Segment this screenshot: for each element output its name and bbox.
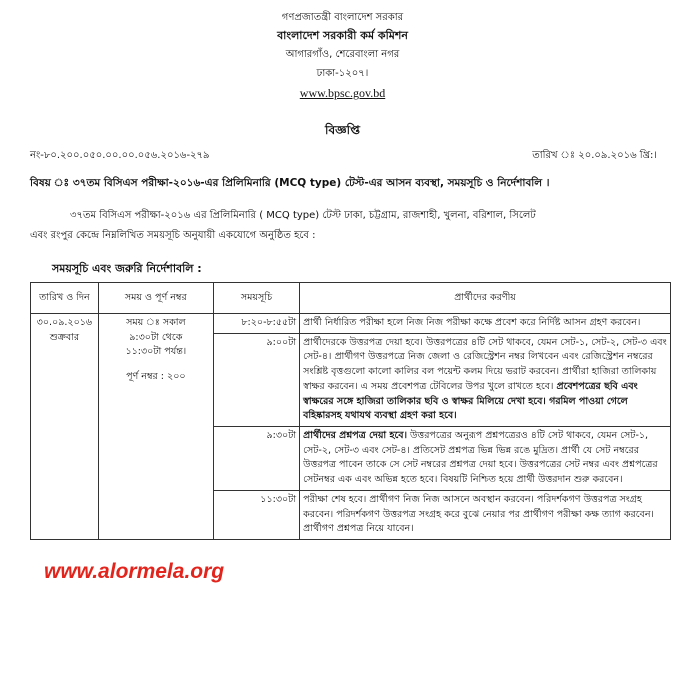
schedule-table <box>30 282 671 540</box>
duty-text: পরীক্ষা শেষ হবে। প্রার্থীগণ নিজ নিজ আসনে অবস্থান করবেন। পরিদর্শকগণ উত্তরপত্র সংগ্রহ করবেন। পরিদর্শকগণ উত্তরপত্র সংগ্রহ করে বুঝে নেয়ার পর প্রার্থীগণ পরীক্ষা কক্ষ ত্যাগ করবেন। প্রার্থীগণ প্রশ্নপত্র নিয়ে যাবেন। <box>303 493 654 535</box>
schedule-time: ৯:৩০টা <box>213 427 299 491</box>
address-line-2: ঢাকা-১২০৭। <box>316 68 369 79</box>
duty-text: উত্তরপত্রের অনুরূপ প্রশ্নপত্রেরও ৪টি সেট থাকবে, যেমন সেট-১, সেট-২, সেট-৩ এবং সেট-৪। প্রতিসেট প্রশ্নপত্র ভিন্ন ভিন্ন রঙে মুদ্রিত। প্রার্থী যে সেট নম্বরের উত্তরপত্র পাবেন তাকে সে সেট নম্বরের প্রশ্নপত্র দেয়া হবে। উত্তরপত্রের সেট নম্বর এবং প্রশ্নপত্রের সেটনম্বর এক এবং অভিন্ন হতে হবে। বিষয়টি নিশ্চিত হয়ে প্রার্থী উত্তরদান শুরু করবেন। <box>303 430 658 486</box>
schedule-time: ৮:২০-৮:৫৫টা <box>213 314 299 334</box>
address-line-1: আগারগাঁও, শেরেবাংলা নগর <box>285 49 400 60</box>
header-duties: প্রার্থীদের করণীয় <box>300 283 671 314</box>
candidate-duty <box>300 314 671 334</box>
schedule-time: ১১:৩০টা <box>213 490 299 539</box>
government-name: গণপ্রজাতন্ত্রী বাংলাদেশ সরকার <box>281 12 404 23</box>
intro-line-1: ৩৭তম বিসিএস পরীক্ষা-২০১৬ এর প্রিলিমিনারি ( MCQ type) টেস্ট ঢাকা, চট্টগ্রাম, রাজশাহী, খুলনা, বরিশাল, সিলেট <box>70 210 536 221</box>
header-schedule: সময়সূচি <box>213 283 299 314</box>
website-link[interactable]: www.bpsc.gov.bd <box>299 86 386 100</box>
duty-text: প্রার্থীদেরকে উত্তরপত্র দেয়া হবে। উত্তরপত্রের ৪টি সেট থাকবে, যেমন সেট-১, সেট-২, সেট-৩ এবং সেট-৪। প্রার্থীগণ উত্তরপত্রে নিজ জেলা ও রেজিস্ট্রেশন নম্বর লিখবেন এবং রেজিস্ট্রেশন নম্বরের সংশ্লিষ্ট বৃত্তগুলো কালো কালির বল পয়েন্ট কলম দিয়ে ভরাট করবেন। প্রার্থীরা হাজিরা তালিকায় স্বাক্ষর করবেন। এ সময় প্রবেশপত্র টেবিলের উপর খুলে রাখতে হবে। <box>303 336 667 392</box>
duty-text: প্রার্থী নির্ধারিত পরীক্ষা হলে নিজ নিজ পরীক্ষা কক্ষে প্রবেশ করে নির্দিষ্ট আসন গ্রহণ করবেন। <box>303 317 641 328</box>
exam-date: ৩০.০৯.২০১৬ <box>36 317 93 328</box>
exam-time-line-1: সময় ঃ সকাল <box>126 317 186 328</box>
notice-title: বিজ্ঞপ্তি <box>325 123 360 137</box>
section-title: সময়সূচি এবং জরুরি নির্দেশাবলি : <box>52 262 202 275</box>
subject-line: বিষয় ঃ ৩৭তম বিসিএস পরীক্ষা-২০১৬-এর প্রিলিমিনারি (MCQ type) টেস্ট-এর আসন ব্যবস্থা, সময়সূচি ও নির্দেশাবলি । <box>30 177 550 189</box>
full-marks: পূর্ণ নম্বর : ২০০ <box>126 371 186 383</box>
header-date: তারিখ ও দিন <box>31 283 99 314</box>
duty-text-bold-lead: প্রার্থীদের প্রশ্নপত্র দেয়া হবে। <box>303 430 407 442</box>
table-header-row <box>31 283 671 314</box>
date-cell <box>31 314 99 540</box>
duty-text-bold: প্রবেশপত্রের ছবি এবং স্বাক্ষরের সঙ্গে হাজিরা তালিকার ছবি ও স্বাক্ষর মিলিয়ে দেখা হবে। গরমিল পাওয়া গেলে বহিষ্কারসহ যথাযথ ব্যবস্থা গ্রহণ করা হবে। <box>303 380 638 422</box>
exam-day: শুক্রবার <box>49 331 80 343</box>
intro-line-2: এবং রংপুর কেন্দ্রে নিম্নলিখিত সময়সূচি অনুযায়ী একযোগে অনুষ্ঠিত হবে : <box>30 230 316 241</box>
watermark-url: www.alormela.org <box>44 560 225 583</box>
exam-time-line-3: ১১:৩০টা পর্যন্ত। <box>125 346 187 358</box>
table-row <box>31 314 671 334</box>
header-time-marks: সময় ও পূর্ণ নম্বর <box>98 283 213 314</box>
schedule-time: ৯:০০টা <box>213 333 299 426</box>
candidate-duty <box>300 490 671 539</box>
commission-name: বাংলাদেশ সরকারী কর্ম কমিশন <box>277 29 408 42</box>
candidate-duty <box>300 333 671 426</box>
exam-time-line-2: ৯:৩০টা থেকে <box>129 331 183 343</box>
time-marks-cell <box>98 314 213 540</box>
candidate-duty <box>300 427 671 491</box>
notice-date: তারিখ ঃ ২০.০৯.২০১৬ খ্রি:। <box>532 150 657 161</box>
reference-number: নং-৮০.২০০.০৫০.০০.০০.০৫৬.২০১৬-২৭৯ <box>30 150 210 161</box>
